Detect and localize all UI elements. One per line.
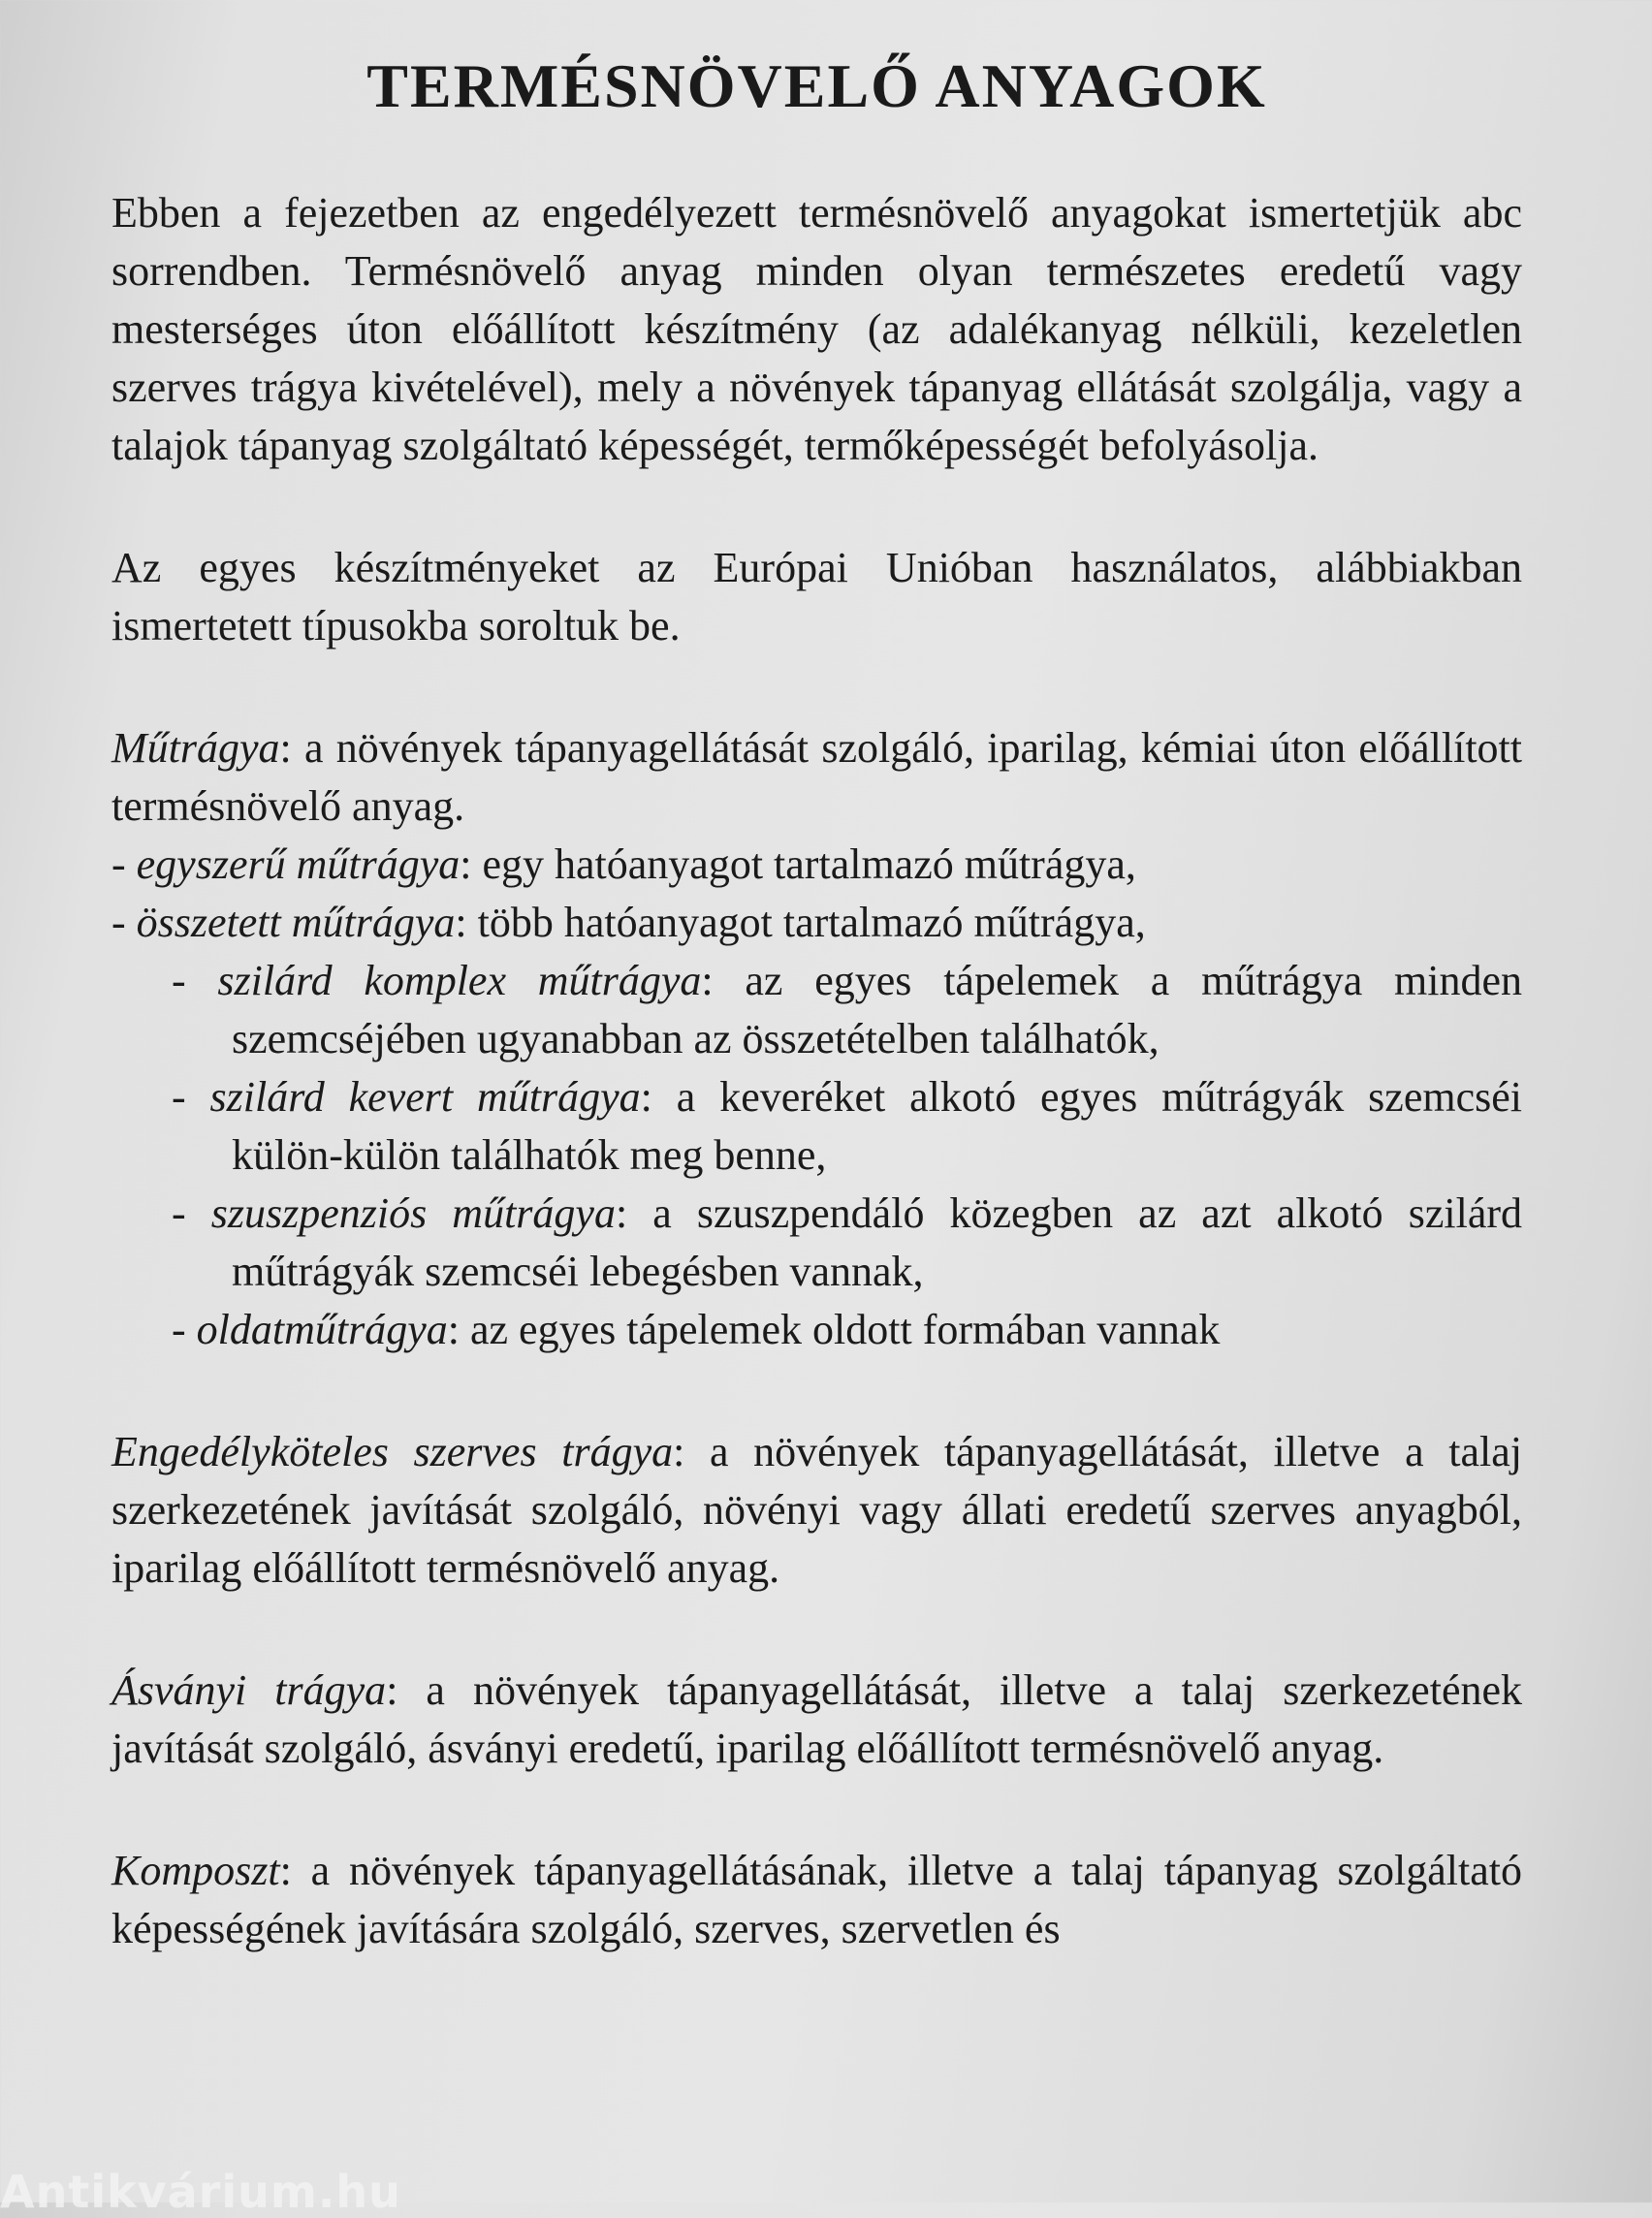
sub-list-item: [172, 1068, 1522, 1185]
list-item-term: - egyszerű műtrágya: [111, 840, 461, 888]
definition-text: : a növények tápanyagellátását, illetve a talaj szerkezetének javítását szolgáló, ásványi eredetű, iparilag előállított termésnövelő anyag.: [111, 1666, 1522, 1772]
sub-list-item-text: : a szuszpendáló közegben az azt alkotó szilárd műtrágyák szemcséi lebegésben vannak,: [232, 1189, 1522, 1295]
definition-asvanyi-tragya: [111, 1662, 1522, 1778]
term: Műtrágya: [111, 724, 280, 772]
list-item: [111, 836, 1522, 894]
definition-text: : a növények tápanyagellátását, illetve a talaj szerkezetének javítását szolgáló, növényi vagy állati eredetű szerves anyagból, iparilag előállított termésnövelő anyag.: [111, 1428, 1522, 1592]
page: [111, 0, 1522, 2202]
sub-list-item-text: : az egyes tápelemek a műtrágya minden szemcséjében ugyanabban az összetételben találhatók,: [232, 957, 1522, 1062]
list-item: [111, 894, 1522, 952]
intro-paragraph-2: Az egyes készítményeket az Európai Unióban használatos, alábbiakban ismertetett típusokba soroltuk be.: [111, 544, 1522, 650]
watermark: Antikvárium.hu: [0, 2166, 401, 2218]
sub-list-item: [172, 1185, 1522, 1301]
list-item-term: - összetett műtrágya: [111, 899, 456, 946]
list-item-text: : több hatóanyagot tartalmazó műtrágya,: [455, 899, 1146, 946]
list-item-text: : egy hatóanyagot tartalmazó műtrágya,: [460, 840, 1136, 888]
sub-list-item: [172, 1301, 1522, 1359]
term: Engedélyköteles szerves trágya: [111, 1428, 674, 1475]
definition-mutragya: [111, 719, 1522, 836]
sub-list-item-text: : a keveréket alkotó egyes műtrágyák szemcséi külön-külön találhatók meg benne,: [232, 1073, 1522, 1179]
page-title: TERMÉSNÖVELŐ ANYAGOK: [366, 51, 1267, 120]
definition-text: : a növények tápanyagellátásának, illetve a talaj tápanyag szolgáltató képességének javítására szolgáló, szerves, szervetlen és: [111, 1847, 1522, 1952]
sub-list-item-term: - szilárd komplex műtrágya: [172, 957, 702, 1004]
document-body: [111, 184, 1522, 1958]
sub-list-item-term: - oldatműtrágya: [172, 1306, 448, 1353]
definition-text: : a növények tápanyagellátását szolgáló, iparilag, kémiai úton előállított termésnövelő anyag.: [111, 724, 1522, 830]
term: Komposzt: [111, 1847, 280, 1894]
sub-list-item-term: - szilárd kevert műtrágya: [172, 1073, 641, 1121]
intro-paragraph: Ebben a fejezetben az engedélyezett termésnövelő anyagokat ismertetjük abc sorrendben. Termésnövelő anyag minden olyan természetes eredetű vagy mesterséges úton előállított készítmény (az adalékanyag nélküli, kezeletlen szerves trágya kivételével), mely a növények tápanyag ellátását szolgálja, vagy a talajok tápanyag szolgáltató képességét, termőképességét befolyásolja.: [111, 189, 1522, 469]
sub-list-item: [172, 952, 1522, 1068]
sub-list-item-term: - szuszpenziós műtrágya: [172, 1189, 616, 1237]
term: Ásványi trágya: [111, 1666, 387, 1714]
sub-list-item-text: : az egyes tápelemek oldott formában vannak: [447, 1306, 1221, 1353]
definition-szerves-tragya: [111, 1423, 1522, 1598]
definition-komposzt: [111, 1842, 1522, 1958]
